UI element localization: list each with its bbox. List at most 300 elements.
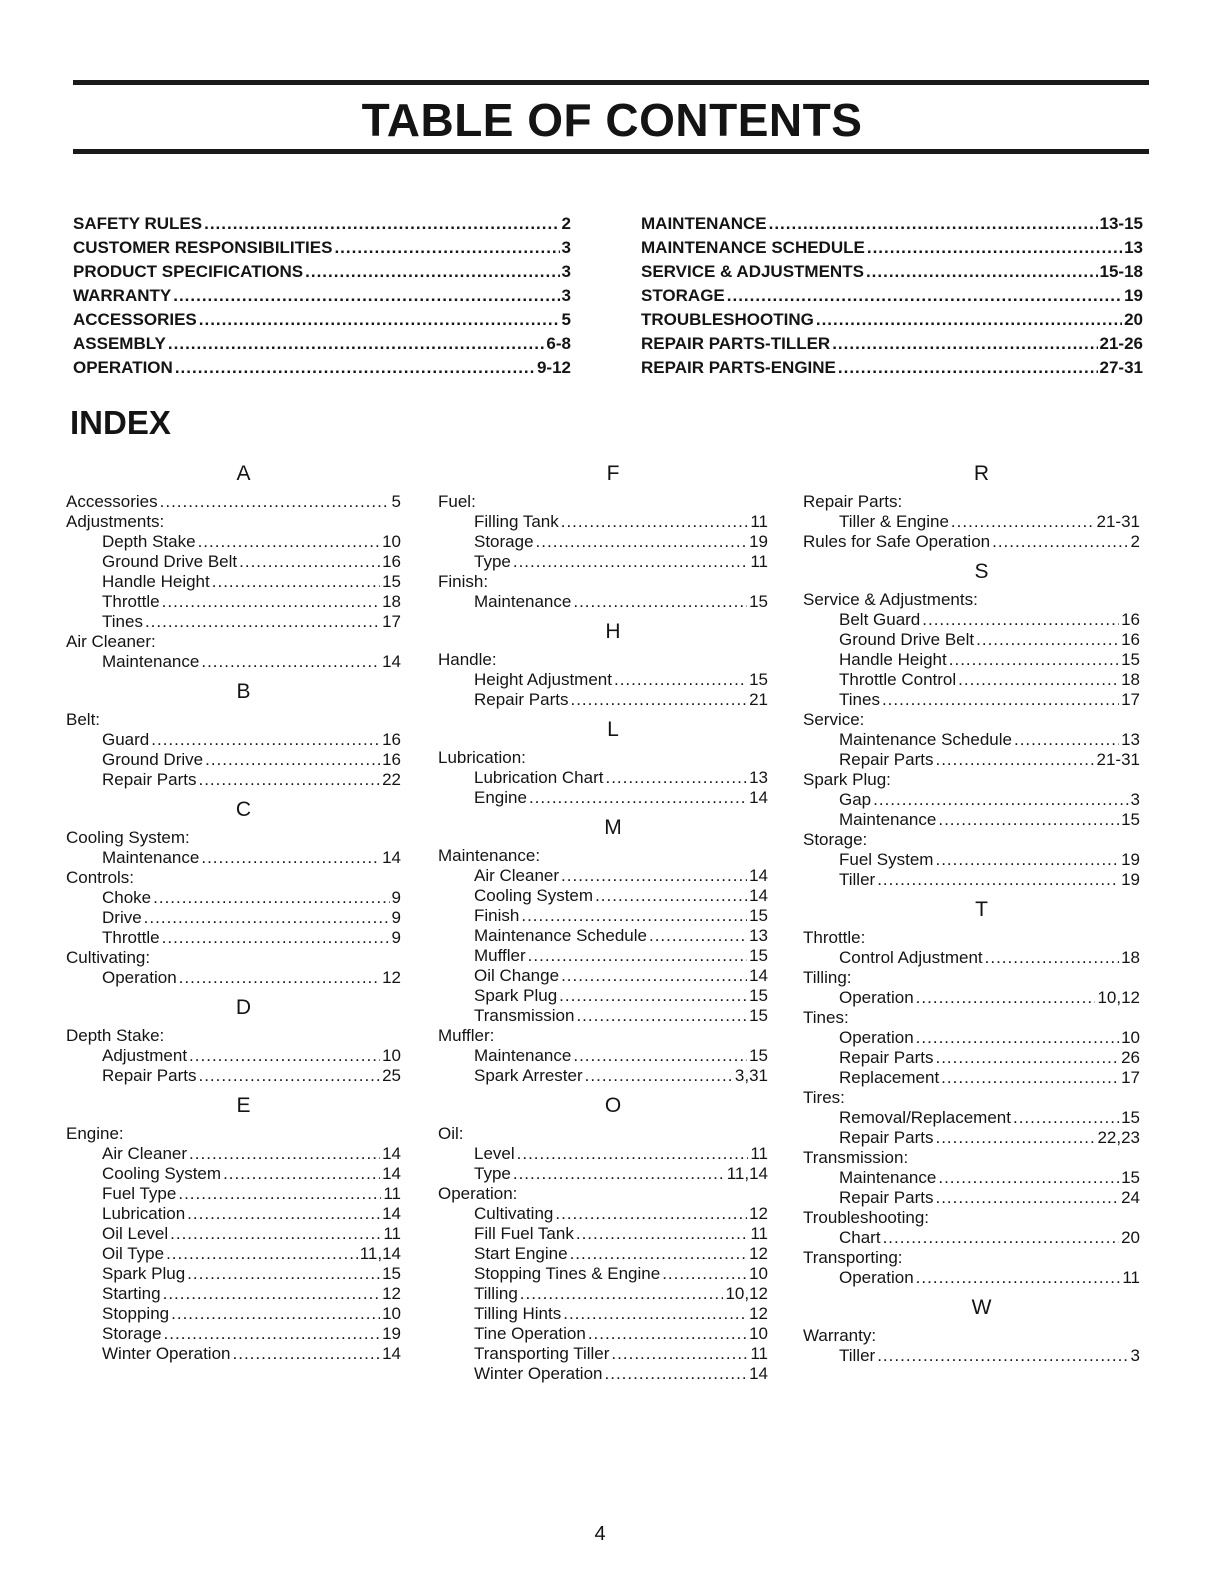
index-group	[803, 590, 1140, 710]
index-entry	[66, 1224, 401, 1244]
dot-leader	[205, 750, 380, 770]
index-entry-label: Drive	[102, 908, 142, 927]
dot-leader	[976, 630, 1119, 650]
index-entry	[803, 1168, 1140, 1188]
index-section	[803, 1296, 1140, 1366]
index-group	[66, 632, 401, 672]
toc-entry	[641, 212, 1143, 236]
index-entry-page: 24	[1121, 1188, 1140, 1207]
index-entry-label: Ground Drive Belt	[102, 552, 238, 571]
index-entry-page: 3	[1130, 1346, 1140, 1365]
dot-leader	[164, 1324, 381, 1344]
index-entry	[438, 986, 768, 1006]
index-letter: O	[604, 1094, 622, 1117]
index-entry	[438, 1304, 768, 1324]
toc-entry	[641, 260, 1143, 284]
index-entry	[66, 928, 401, 948]
index-entry-label: Tiller	[839, 1346, 876, 1365]
index-letter: R	[973, 462, 990, 485]
dot-leader	[513, 1164, 725, 1184]
index-entry-page: 15	[749, 986, 768, 1005]
index-column-2	[438, 462, 768, 1392]
index-entry-label: Repair Parts	[474, 690, 569, 709]
index-section	[66, 462, 401, 672]
toc-entry	[641, 332, 1143, 356]
index-entry-page: 11,14	[359, 1244, 401, 1263]
index-entry-label: Storage	[102, 1324, 162, 1343]
index-section	[438, 718, 768, 808]
dot-leader	[873, 790, 1128, 810]
toc-entry-label: SERVICE & ADJUSTMENTS	[641, 262, 864, 281]
index-entry-page: 12	[749, 1244, 768, 1263]
index-entry-page: 10	[1121, 1028, 1140, 1047]
index-letter: S	[974, 560, 989, 583]
index-entry	[803, 1028, 1140, 1048]
index-entry-label: Starting	[102, 1284, 161, 1303]
dot-leader	[938, 810, 1119, 830]
dot-leader	[201, 848, 380, 868]
index-entry	[438, 1284, 768, 1304]
toc-entry-label: SAFETY RULES	[73, 214, 203, 233]
index-entry-page: 19	[382, 1324, 401, 1343]
index-letter: L	[607, 718, 619, 741]
index-entry-page: 15	[1121, 650, 1140, 669]
toc-entry-label: ASSEMBLY	[73, 334, 166, 353]
index-entry-label: Operation	[839, 1268, 914, 1287]
index-entry	[438, 906, 768, 926]
dot-leader	[529, 788, 747, 808]
index-section	[438, 620, 768, 710]
index-entry	[803, 512, 1140, 532]
index-entry	[803, 870, 1140, 890]
toc-entry-label: PRODUCT SPECIFICATIONS	[73, 262, 304, 281]
index-entry-label: Throttle	[102, 928, 160, 947]
index-heading: INDEX	[70, 404, 171, 441]
dot-leader	[151, 730, 380, 750]
index-entry-page: 15	[382, 1264, 401, 1283]
index-group-title: Service & Adjustments:	[803, 590, 978, 609]
index-entry-page: 9	[391, 888, 401, 907]
index-entry-page: 15	[1121, 810, 1140, 829]
index-entry	[438, 1204, 768, 1224]
toc-right-column	[641, 212, 1143, 380]
index-group	[66, 492, 401, 512]
dot-leader	[882, 690, 1119, 710]
index-group	[66, 828, 401, 868]
toc-entry	[641, 236, 1143, 260]
dot-leader	[334, 236, 559, 260]
index-group-title: Troubleshooting:	[803, 1208, 930, 1227]
index-group	[803, 1208, 1140, 1248]
index-group-title: Handle:	[438, 650, 497, 669]
index-entry	[438, 1244, 768, 1264]
index-group-title: Repair Parts:	[803, 492, 903, 511]
index-entry	[438, 592, 768, 612]
index-group-title: Air Cleaner:	[66, 632, 156, 651]
dot-leader	[198, 1066, 380, 1086]
dot-leader	[145, 612, 380, 632]
index-entry	[66, 1284, 401, 1304]
dot-leader	[576, 1224, 749, 1244]
index-entry-page: 18	[1121, 948, 1140, 967]
toc-entry	[73, 284, 571, 308]
index-entry-label: Maintenance Schedule	[839, 730, 1012, 749]
index-section	[803, 560, 1140, 890]
index-group	[803, 830, 1140, 890]
index-entry-label: Throttle	[102, 592, 160, 611]
index-entry-page: 14	[749, 886, 768, 905]
index-entry-label: Ground Drive	[102, 750, 204, 769]
index-letter: A	[236, 462, 251, 485]
index-entry-page: 14	[382, 1164, 401, 1183]
dot-leader	[935, 850, 1119, 870]
dot-leader	[239, 552, 380, 572]
index-entry-label: Operation	[839, 1028, 914, 1047]
index-entry	[66, 848, 401, 868]
index-entry-page: 11	[750, 1344, 768, 1363]
index-group-title: Tines:	[803, 1008, 849, 1027]
index-entry-page: 14	[382, 1144, 401, 1163]
index-entry	[803, 1128, 1140, 1148]
dot-leader	[649, 926, 747, 946]
index-entry-page: 11	[1122, 1268, 1140, 1287]
dot-leader	[614, 670, 747, 690]
toc-entry-page: 13-15	[1099, 214, 1143, 233]
index-entry	[66, 1344, 401, 1364]
index-entry-page: 15	[749, 946, 768, 965]
index-entry-label: Fuel System	[839, 850, 934, 869]
index-group	[803, 1008, 1140, 1088]
index-entry	[803, 670, 1140, 690]
toc-entry-page: 5	[561, 310, 571, 329]
index-entry-label: Choke	[102, 888, 152, 907]
index-entry-label: Operation	[102, 968, 177, 987]
dot-leader	[536, 532, 748, 552]
dot-leader	[935, 750, 1094, 770]
index-entry-page: 21-31	[1096, 512, 1140, 531]
index-entry-label: Fill Fuel Tank	[474, 1224, 574, 1243]
index-entry-label: Handle Height	[839, 650, 947, 669]
index-entry	[66, 1204, 401, 1224]
index-entry-page: 9	[391, 908, 401, 927]
index-entry-label: Muffler	[474, 946, 526, 965]
index-group-title: Controls:	[66, 868, 135, 887]
index-entry-page: 16	[382, 730, 401, 749]
index-section	[438, 462, 768, 612]
dot-leader	[517, 1144, 749, 1164]
index-entry	[438, 768, 768, 788]
index-entry-page: 13	[749, 768, 768, 787]
index-letter: M	[604, 816, 622, 839]
index-entry	[803, 1228, 1140, 1248]
index-group	[66, 868, 401, 948]
dot-leader	[520, 1284, 724, 1304]
index-entry-page: 17	[1121, 1068, 1140, 1087]
index-entry-page: 19	[749, 532, 768, 551]
dot-leader	[573, 1046, 747, 1066]
dot-leader	[561, 966, 747, 986]
index-entry-page: 16	[382, 552, 401, 571]
toc-entry-label: REPAIR PARTS-ENGINE	[641, 358, 836, 377]
index-entry-page: 2	[1130, 532, 1140, 551]
index-entry-page: 26	[1121, 1048, 1140, 1067]
dot-leader	[153, 888, 389, 908]
index-entry-page: 15	[382, 572, 401, 591]
dot-leader	[992, 532, 1128, 552]
index-entry-label: Engine	[474, 788, 527, 807]
index-entry-label: Repair Parts	[839, 750, 934, 769]
index-entry-label: Cooling System	[474, 886, 594, 905]
index-entry	[803, 610, 1140, 630]
index-letter: H	[605, 620, 621, 643]
dot-leader	[916, 988, 1096, 1008]
index-entry	[803, 948, 1140, 968]
index-entry-label: Stopping	[102, 1304, 170, 1323]
toc-entry-label: STORAGE	[641, 286, 725, 305]
index-group-title: Tilling:	[803, 968, 852, 987]
index-column-1	[66, 462, 401, 1372]
index-group	[803, 1148, 1140, 1208]
index-group	[66, 710, 401, 790]
dot-leader	[223, 1164, 380, 1184]
index-group	[438, 748, 768, 808]
index-entry	[438, 886, 768, 906]
index-entry-page: 19	[1121, 870, 1140, 889]
index-entry-label: Lubrication	[102, 1204, 186, 1223]
index-entry-label: Maintenance	[102, 652, 200, 671]
index-section	[66, 680, 401, 790]
index-entry-label: Gap	[839, 790, 872, 809]
index-group-title: Belt:	[66, 710, 101, 729]
index-entry-label: Tiller & Engine	[839, 512, 949, 531]
index-group-title: Operation:	[438, 1184, 518, 1203]
dot-leader	[866, 260, 1098, 284]
index-entry-label: Repair Parts	[839, 1188, 934, 1207]
dot-leader	[187, 1264, 380, 1284]
toc-entry	[73, 236, 571, 260]
dot-leader	[561, 866, 747, 886]
dot-leader	[166, 1244, 358, 1264]
index-group	[438, 1184, 768, 1384]
index-entry-page: 14	[749, 966, 768, 985]
toc-entry-label: TROUBLESHOOTING	[641, 310, 814, 329]
index-entry-page: 16	[1121, 610, 1140, 629]
index-entry-label: Level	[474, 1144, 515, 1163]
index-entry-label: Fuel Type	[102, 1184, 177, 1203]
index-entry-page: 12	[749, 1304, 768, 1323]
index-entry-label: Winter Operation	[474, 1364, 603, 1383]
toc-entry-page: 6-8	[546, 334, 571, 353]
dot-leader	[198, 532, 381, 552]
index-entry	[438, 1006, 768, 1026]
dot-leader	[198, 770, 380, 790]
dot-leader	[1014, 730, 1119, 750]
top-rule	[73, 80, 1149, 85]
index-entry-page: 10	[382, 1304, 401, 1323]
dot-leader	[162, 592, 380, 612]
index-section	[438, 1094, 768, 1384]
dot-leader	[935, 1188, 1119, 1208]
toc-entry-label: OPERATION	[73, 358, 173, 377]
index-group-title: Spark Plug:	[803, 770, 891, 789]
index-entry-label: Storage	[474, 532, 534, 551]
index-entry-page: 15	[749, 1006, 768, 1025]
index-section	[66, 798, 401, 988]
toc-entry-page: 15-18	[1099, 262, 1143, 281]
index-entry-label: Maintenance	[474, 1046, 572, 1065]
index-entry	[438, 1344, 768, 1364]
index-entry-page: 10	[749, 1264, 768, 1283]
toc-entry	[641, 356, 1143, 380]
dot-leader	[951, 512, 1095, 532]
index-entry-page: 12	[749, 1204, 768, 1223]
dot-leader	[595, 886, 747, 906]
index-entry	[66, 552, 401, 572]
index-group	[438, 572, 768, 612]
index-group-title: Transporting:	[803, 1248, 903, 1267]
dot-leader	[170, 1224, 381, 1244]
index-entry	[438, 512, 768, 532]
index-entry	[438, 1144, 768, 1164]
index-entry-page: 19	[1121, 850, 1140, 869]
dot-leader	[816, 308, 1122, 332]
toc-entry-page: 13	[1124, 238, 1143, 257]
dot-leader	[513, 552, 748, 572]
index-entry-label: Type	[474, 552, 511, 571]
index-entry-page: 15	[749, 670, 768, 689]
dot-leader	[521, 906, 747, 926]
index-entry-page: 14	[382, 652, 401, 671]
dot-leader	[605, 1364, 748, 1384]
index-group-title: Storage:	[803, 830, 868, 849]
toc-entry-page: 3	[561, 238, 571, 257]
dot-leader	[189, 1046, 380, 1066]
toc-entry	[73, 308, 571, 332]
index-entry	[438, 1164, 768, 1184]
index-entry-label: Rules for Safe Operation	[803, 532, 991, 551]
index-group-title: Oil:	[438, 1124, 464, 1143]
index-group-title: Fuel:	[438, 492, 476, 511]
index-entry-page: 15	[749, 592, 768, 611]
index-entry-label: Tines	[839, 690, 880, 709]
index-entry-page: 11	[383, 1184, 401, 1203]
dot-leader	[305, 260, 559, 284]
index-entry-label: Guard	[102, 730, 150, 749]
index-entry-page: 11	[750, 1224, 768, 1243]
index-entry-page: 14	[749, 866, 768, 885]
index-entry	[803, 1068, 1140, 1088]
dot-leader	[559, 986, 747, 1006]
index-entry-page: 17	[1121, 690, 1140, 709]
index-entry-page: 10	[382, 1046, 401, 1065]
index-group-title: Muffler:	[438, 1026, 495, 1045]
index-section	[803, 898, 1140, 1288]
index-entry	[438, 1364, 768, 1384]
index-entry	[438, 1264, 768, 1284]
page-number: 4	[594, 1523, 606, 1545]
index-entry-label: Replacement	[839, 1068, 940, 1087]
index-entry	[66, 1164, 401, 1184]
toc-entry-page: 3	[561, 286, 571, 305]
dot-leader	[175, 356, 535, 380]
index-entry	[66, 750, 401, 770]
index-entry-label: Tilling	[474, 1284, 518, 1303]
index-group	[66, 1124, 401, 1364]
index-entry	[438, 926, 768, 946]
index-entry	[438, 946, 768, 966]
dot-leader	[171, 1304, 380, 1324]
index-entry-label: Throttle Control	[839, 670, 957, 689]
index-group-title: Lubrication:	[438, 748, 526, 767]
index-entry-label: Maintenance	[839, 810, 937, 829]
index-entry	[66, 730, 401, 750]
index-group	[438, 846, 768, 1026]
toc-entry	[641, 284, 1143, 308]
index-entry-label: Tilling Hints	[474, 1304, 562, 1323]
index-entry	[803, 630, 1140, 650]
index-entry-page: 14	[382, 1344, 401, 1363]
index-entry-page: 14	[382, 1204, 401, 1223]
index-entry-label: Start Engine	[474, 1244, 568, 1263]
toc-entry	[73, 260, 571, 284]
index-entry	[66, 1144, 401, 1164]
page-title: TABLE OF CONTENTS	[361, 94, 863, 146]
index-section	[803, 462, 1140, 552]
index-entry-page: 11	[750, 512, 768, 531]
index-entry-label: Stopping Tines & Engine	[474, 1264, 661, 1283]
index-entry	[803, 650, 1140, 670]
index-entry	[66, 532, 401, 552]
index-entry-page: 11,14	[726, 1164, 768, 1183]
dot-leader	[162, 928, 390, 948]
index-entry-page: 12	[382, 1284, 401, 1303]
index-entry	[66, 1324, 401, 1344]
index-entry-page: 15	[749, 906, 768, 925]
index-group	[803, 1326, 1140, 1366]
index-entry-page: 15	[1121, 1168, 1140, 1187]
index-entry-page: 10	[749, 1324, 768, 1343]
index-entry	[438, 1046, 768, 1066]
dot-leader	[938, 1168, 1119, 1188]
index-group-title: Adjustments:	[66, 512, 165, 531]
index-entry-label: Filling Tank	[474, 512, 559, 531]
index-entry	[66, 612, 401, 632]
index-entry	[803, 730, 1140, 750]
index-entry	[803, 690, 1140, 710]
index-letter: C	[235, 798, 252, 821]
index-entry-label: Tines	[102, 612, 143, 631]
index-entry	[803, 850, 1140, 870]
index-entry-page: 14	[749, 788, 768, 807]
index-entry-label: Winter Operation	[102, 1344, 231, 1363]
index-entry	[66, 888, 401, 908]
index-entry-page: 14	[749, 1364, 768, 1383]
index-entry-label: Type	[474, 1164, 511, 1183]
index-group	[803, 968, 1140, 1008]
dot-leader	[985, 948, 1119, 968]
index-entry-page: 16	[382, 750, 401, 769]
index-group	[66, 1026, 401, 1086]
dot-leader	[570, 1244, 748, 1264]
dot-leader	[233, 1344, 381, 1364]
index-entry-page: 12	[382, 968, 401, 987]
index-entry-page: 11	[383, 1224, 401, 1243]
index-section	[66, 1094, 401, 1364]
index-entry	[438, 670, 768, 690]
index-entry-page: 15	[1121, 1108, 1140, 1127]
dot-leader	[144, 908, 390, 928]
index-entry	[438, 966, 768, 986]
